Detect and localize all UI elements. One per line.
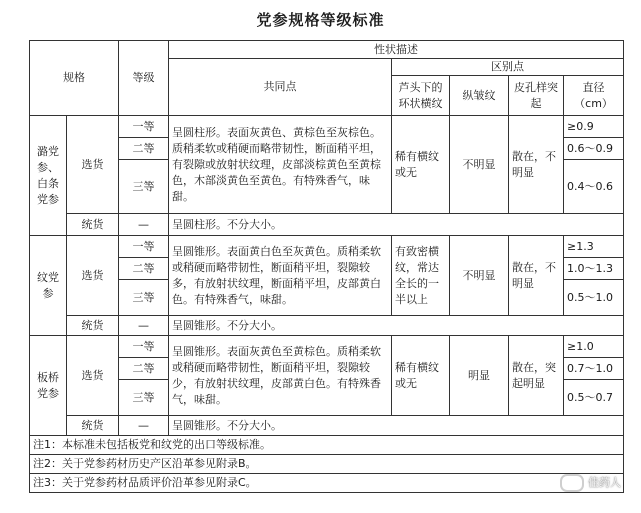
xuanhuo-label: 选货 [67,336,119,416]
diameter-value: 0.5～1.0 [564,280,624,316]
tonghuo-label: 统货 [67,214,119,236]
header-pikong: 皮孔样突起 [509,76,564,116]
zhouwen-value: 明显 [450,336,509,416]
table-row [30,316,624,336]
zhouwen-value: 不明显 [450,116,509,214]
spec-name: 纹党参 [30,236,67,336]
grade-label: 二等 [119,138,169,160]
note-text: 注1：本标准未包括板党和纹党的出口等级标准。 [30,436,624,455]
note-text: 注3：关于党参药材品质评价沿革参见附录C。 [30,474,624,493]
pikong-value: 散在，突起明显 [509,336,564,416]
xuanhuo-label: 选货 [67,236,119,316]
diameter-value: 0.7～1.0 [564,358,624,380]
diameter-value: ≥0.9 [564,116,624,138]
header-grade: 等级 [119,41,169,116]
diameter-value: 1.0～1.3 [564,258,624,280]
table-header-row [30,41,624,59]
watermark-text: 佳药人 [588,476,621,489]
spec-name: 板桥党参 [30,336,67,436]
note-text: 注2：关于党参药材历史产区沿革参见附录B。 [30,455,624,474]
tonghuo-description: 呈圆锥形。不分大小。 [169,416,624,436]
common-description: 呈圆柱形。表面灰黄色、黄棕色至灰棕色。质稍柔软或稍硬而略带韧性，断面稍平坦，有裂隙或放射状纹理，皮部淡棕黄色至黄棕色，木部淡黄色至黄色。有特殊香气，味甜。 [169,116,392,214]
watermark [529,472,621,494]
luntou-value: 有致密横纹，常达全长的一半以上 [392,236,450,316]
grade-label: 二等 [119,258,169,280]
xuanhuo-label: 选货 [67,116,119,214]
spec-name: 潞党参、白条党参 [30,116,67,236]
note-row [30,455,624,474]
header-spec: 规格 [30,41,119,116]
grade-label: 一等 [119,336,169,358]
table-row [30,416,624,436]
diameter-value: ≥1.0 [564,336,624,358]
header-luntou: 芦头下的环状横纹 [392,76,450,116]
header-diff: 区别点 [392,59,624,76]
diameter-value: 0.6～0.9 [564,138,624,160]
grade-standard-table [29,40,624,493]
wechat-icon [560,474,584,492]
header-traits: 性状描述 [169,41,624,59]
pikong-value: 散在，不明显 [509,236,564,316]
common-description: 呈圆锥形。表面黄白色至灰黄色。质稍柔软或稍硬而略带韧性，断面稍平坦，裂隙较多，有放射状纹理，断面稍平坦，皮部黄白色。有特殊香气，味甜。 [169,236,392,316]
header-diameter: 直径（cm） [564,76,624,116]
tonghuo-label: 统货 [67,416,119,436]
grade-label: 二等 [119,358,169,380]
page-title: 党参规格等级标准 [256,11,385,29]
tonghuo-label: 统货 [67,316,119,336]
table-row [30,116,624,138]
header-zhouwen: 纵皱纹 [450,76,509,116]
diameter-value: 0.4～0.6 [564,160,624,214]
grade-label: — [119,214,169,236]
diameter-value: 0.5～0.7 [564,380,624,416]
table-row [30,214,624,236]
grade-label: 三等 [119,160,169,214]
grade-label: — [119,416,169,436]
luntou-value: 稀有横纹或无 [392,336,450,416]
zhouwen-value: 不明显 [450,236,509,316]
table-row [30,336,624,358]
grade-label: — [119,316,169,336]
note-row [30,436,624,455]
grade-label: 一等 [119,236,169,258]
table-row [30,236,624,258]
grade-label: 三等 [119,280,169,316]
tonghuo-description: 呈圆柱形。不分大小。 [169,214,624,236]
header-common: 共同点 [169,59,392,116]
diameter-value: ≥1.3 [564,236,624,258]
tonghuo-description: 呈圆锥形。不分大小。 [169,316,624,336]
pikong-value: 散在，不明显 [509,116,564,214]
grade-label: 一等 [119,116,169,138]
common-description: 呈圆锥形。表面灰黄色至黄棕色。质稍柔软或稍硬而略带韧性，断面稍平坦，裂隙较少，有放射状纹理，皮部黄白色。有特殊香气，味甜。 [169,336,392,416]
grade-label: 三等 [119,380,169,416]
luntou-value: 稀有横纹或无 [392,116,450,214]
